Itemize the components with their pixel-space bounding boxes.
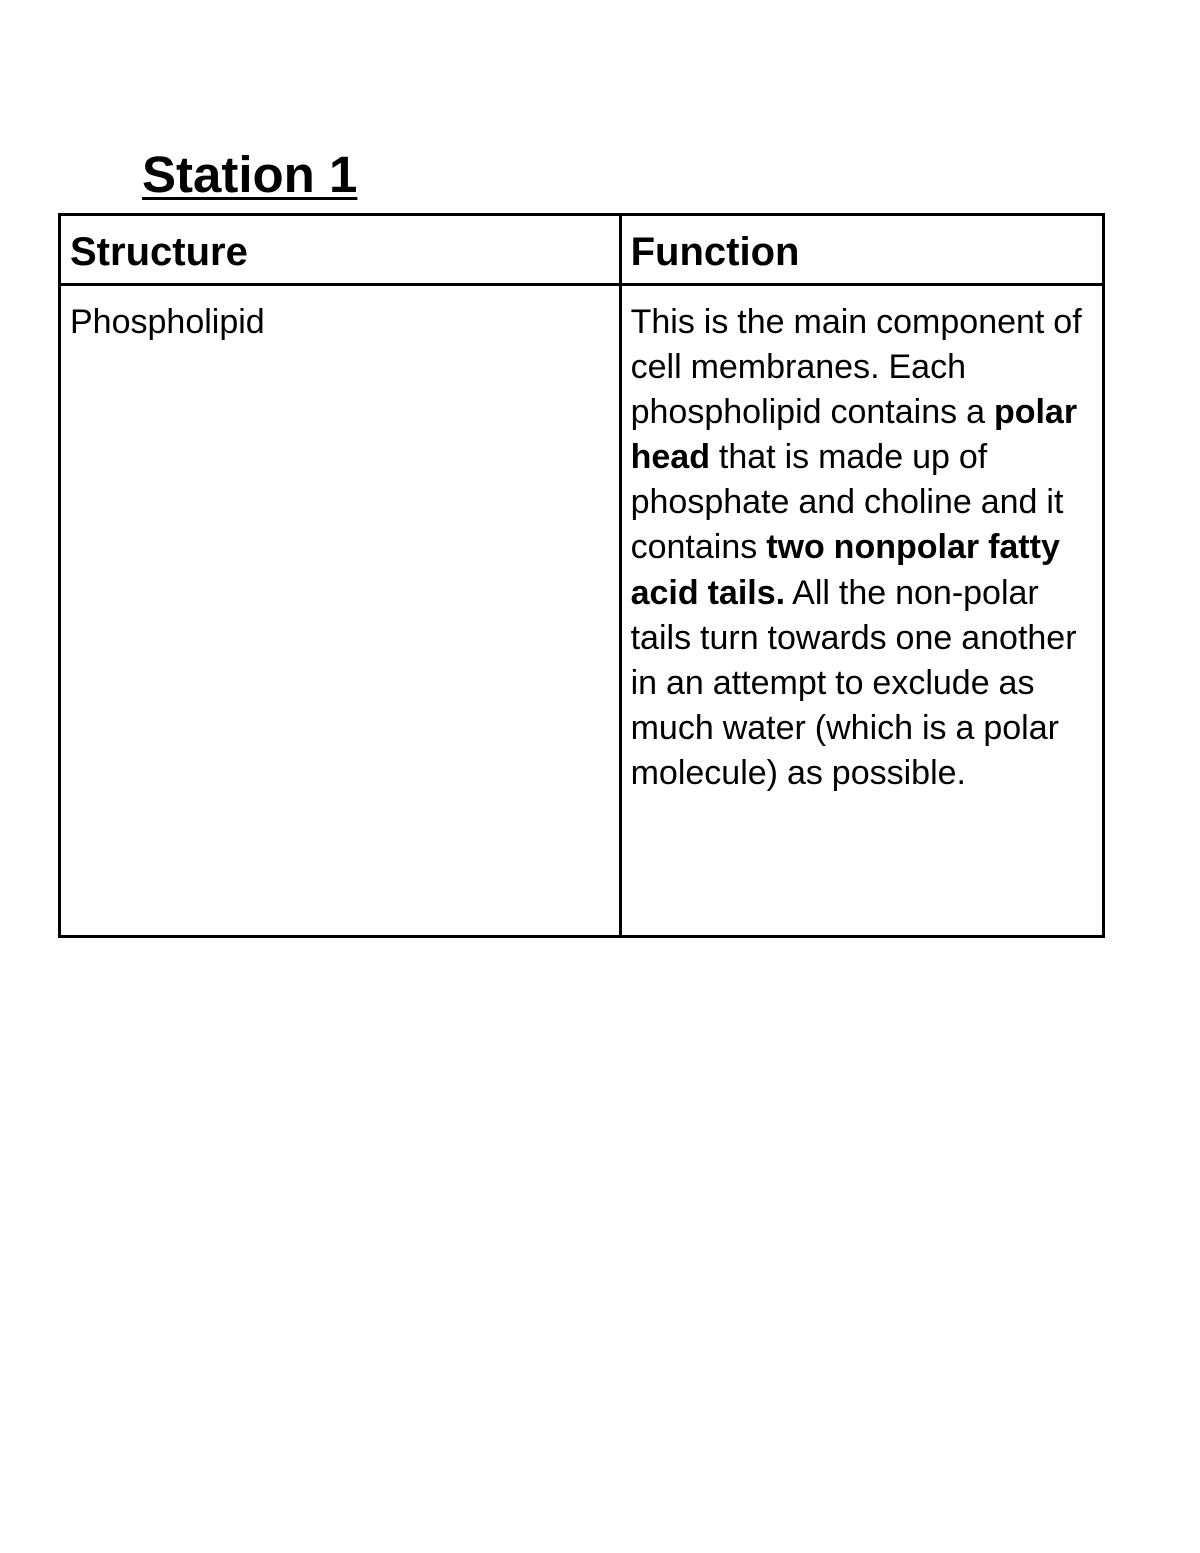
- page-title: Station 1: [142, 146, 358, 203]
- structure-function-table: [58, 213, 1105, 938]
- function-text-segment: that is made up of phosphate and choline and it contains: [630, 438, 1064, 567]
- function-description: [631, 300, 1101, 796]
- table-row: [60, 285, 1104, 937]
- column-header-structure: Structure: [60, 215, 621, 285]
- function-text-bold-polar-head: polar head: [630, 393, 1078, 477]
- structure-cell: Phospholipid: [60, 285, 621, 937]
- function-text-segment: All the non-polar tails turn towards one another in an attempt to exclude as much water (which is a polar molecule) as possible.: [630, 573, 1077, 792]
- function-text-segment: This is the main component of cell membranes. Each phospholipid contains a: [630, 303, 1082, 432]
- function-text-bold-fatty-acid-tails: two nonpolar fatty acid tails.: [630, 528, 1060, 612]
- function-cell: [620, 285, 1103, 937]
- column-header-function: Function: [620, 215, 1103, 285]
- table-header-row: [60, 215, 1104, 285]
